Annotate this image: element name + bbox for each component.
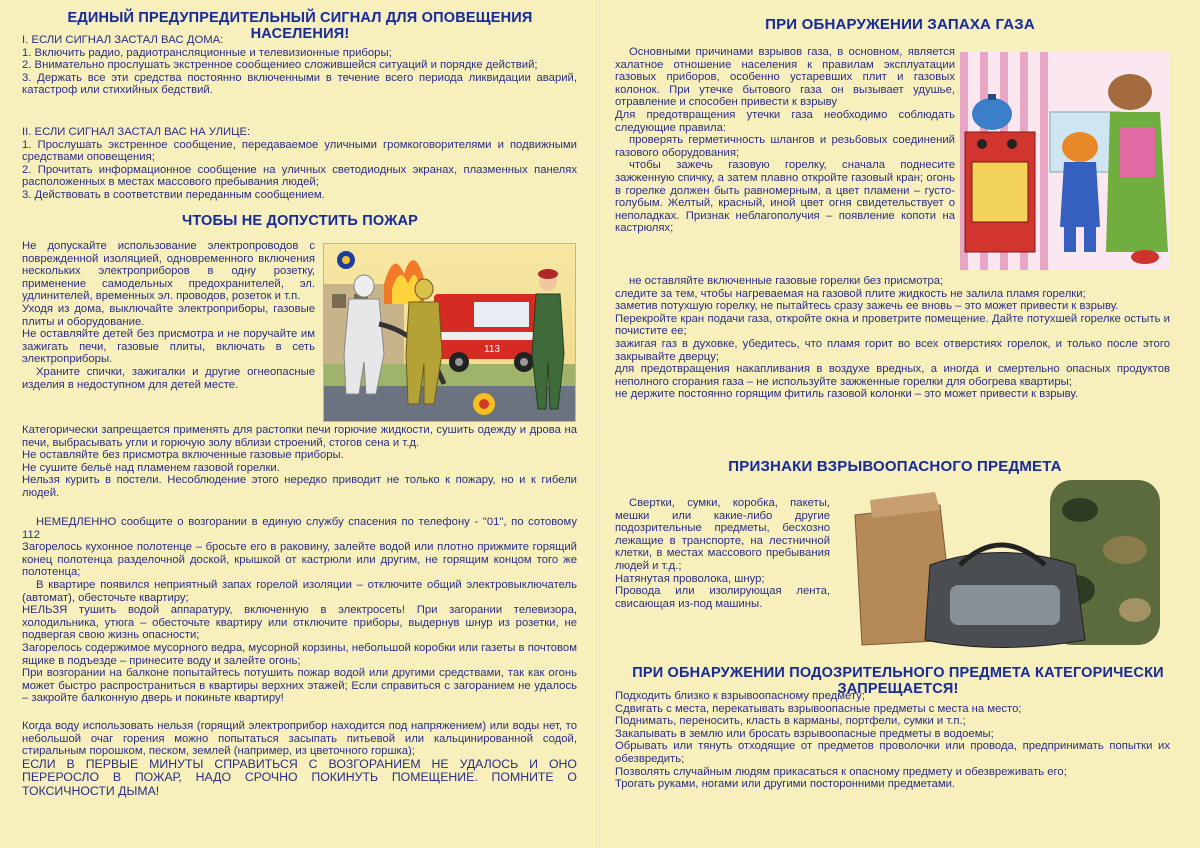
gas-rule: зажигая газ в духовке, убедитесь, что пламя горит во всех отверстиях горелок, и только после этого закрывайте дверцу; [615,337,1170,363]
home-item: 3. Держать все эти средства постоянно включенными в течение всего периода ликвидации аварий, катастроф или стихийных бедствий. [22,71,577,97]
street-heading: II. ЕСЛИ СИГНАЛ ЗАСТАЛ ВАС НА УЛИЦЕ: [22,126,251,138]
page-fold [596,0,600,848]
emergency-item: НЕЛЬЗЯ тушить водой аппаратуру, включенную в электросеть! При загорании телевизора, холодильника, утюга – обесточьте квартиру или отключите приборы, выдернув шнур из розетки, не подвергая свою жизнь опасности; [22,604,577,642]
emergency-item: Загорелось кухонное полотенце – бросьте его в раковину, залейте водой или плотно прижмите горящий конец полотенца разделочной доской, крышкой от кастрюли или другим, не горящим концом того же полотенца; [22,541,577,579]
fire-rule: Категорически запрещается применять для растопки печи горючие жидкости, сушить одежду и дрова на печи, выбрасывать угли и горючую золу вблизи строений, стогов сена и т.д. [22,424,577,449]
forbidden-list [615,690,1170,791]
forbidden-item: Сдвигать с места, перекатывать взрывоопасные предметы с места на место; [615,702,1022,715]
title-gas-smell: ПРИ ОБНАРУЖЕНИИ ЗАПАХА ГАЗА [765,16,1035,33]
fire-rule: Уходя из дома, выключайте электроприборы, газовые плиты и оборудование. [22,302,315,328]
fire-rule: Не допускайте использование электропроводов с поврежденной изоляцией, одновременного включения нескольких электроприборов в одну розетку, применение самодельных предохранителей, эл. удлинителей, временных эл. проводов, розеток и т.п. [22,240,315,303]
closing-text [22,720,577,798]
fire-rule: Не оставляйте без присмотра включенные газовые приборы. [22,449,344,462]
gas-stove-cartoon-illustration [960,52,1170,270]
emergency-item: НЕМЕДЛЕННО сообщите о возгорании в единую службу спасения по телефону - "01", по сотовому 112 [22,516,577,541]
closing-item: Когда воду использовать нельзя (горящий электроприбор находится под напряжением) или воды нет, то небольшой очаг горения можно попытаться засыпать питьевой или кальцинированной содой, стиральным порошком, песком, землей (например, из цветочного горшка); [22,720,577,758]
gas-rule: Перекройте кран подачи газа, откройте окна и проветрите помещение. Дайте потухшей горелке остыть и почистите ее; [615,312,1170,338]
forbidden-item: Трогать руками, ногами или другими посторонними предметами. [615,778,956,791]
explosive-sign: Провода или изолирующая лента, свисающая из-под машины. [615,585,830,610]
gas-rule: Основными причинами взрывов газа, в основном, является халатное отношение населения к правилам эксплуатации газовых приборов, особенно устаревших плит и газовых колонок. При утечке бытового газа он вызывает удушье, отравление и способен привести к взрыву [615,46,955,109]
street-item: 1. Прослушать экстренное сообщение, передаваемое уличными громкоговорителями и подвижными средствами оповещения; [22,138,577,164]
fire-rule: Храните спички, зажигалки и другие огнеопасные изделия в недоступном для детей месте. [22,365,315,391]
gas-rules-full [615,275,1170,401]
fire-rule: Не оставляйте детей без присмотра и не поручайте им зажигать печи, газовые плиты, включать в сеть электроприборы. [22,328,315,366]
street-item: 2. Прочитать информационное сообщение на уличных светодиодных экранах, плазменных панелях расположенных в местах массового пребывания людей; [22,163,577,189]
firefighters-illustration [323,243,576,422]
fire-rule: Нельзя курить в постели. Несоблюдение этого нередко приводит не только к пожару, но и к гибели людей. [22,474,577,499]
explosive-signs-list [615,497,830,610]
explosive-sign: Свертки, сумки, коробка, пакеты, мешки или какие-либо другие подозрительные предметы, бесхозно лежащие в транспорте, на лестничной клетки, в местах массового пребывания людей и т.д.; [615,497,830,572]
gas-rule: Для предотвращения утечки газа необходимо соблюдать следующие правила: [615,108,955,134]
gas-rule: для предотвращения накапливания в воздухе вредных, а иногда и смертельно опасных продуктов неполного сгорания газа – не используйте зажженные горелки для обогрева квартиры; [615,363,1170,388]
gas-rule: проверять герметичность шлангов и резьбовых соединений газового оборудования; [615,134,955,159]
emergency-item: В квартире появился неприятный запах горелой изоляции – отключите общий электровыключатель (автомат), обесточьте квартиру; [22,578,577,604]
gas-rule: следите за тем, чтобы нагреваемая на газовой плите жидкость не залила пламя горелки; [615,287,1086,300]
street-item: 3. Действовать в соответствии переданным сообщением. [22,188,325,201]
firefighters-scene-icon [324,244,575,421]
forbidden-item: Подходить близко к взрывоопасному предмету; [615,690,865,702]
forbidden-item: Поднимать, переносить, класть в карманы, портфели, сумки и т.п.; [615,715,966,728]
gas-rule: чтобы зажечь газовую горелку, сначала поднесите зажженную спичку, а затем плавно откройте газовый кран; огонь в горелке должен быть равномерным, а цвет пламени – густо-голубым. Желтый, красный, иной цвет огня свидетельствует о неполадках. Признак неблагополучия – появление копоти на кастрюлях; [615,159,955,235]
bags-icon [850,470,1170,655]
truck-number: 113 [484,344,500,355]
fox-stove-cartoon-icon [960,52,1170,270]
emergency-item: Загорелось содержимое мусорного ведра, мусорной корзины, небольшой коробки или газеты в почтовом ящике в подъезде – принесите воду и залейте огонь; [22,641,577,667]
gas-rule: не держите постоянно горящим фитиль газовой колонки – это может привести к взрыву. [615,388,1079,401]
title-forbidden: ПРИ ОБНАРУЖЕНИИ ПОДОЗРИТЕЛЬНОГО ПРЕДМЕТА КАТЕГОРИЧЕСКИ ЗАПРЕЩАЕТСЯ! [632,665,1164,697]
gas-rule: заметив потухшую горелку, не пытайтесь сразу зажечь ее вновь – это может привести к взрыву. [615,300,1119,313]
forbidden-item: Закапывать в землю или бросать взрывоопасные предметы в водоемы; [615,727,994,740]
title-warning-signal: ЕДИНЫЙ ПРЕДУПРЕДИТЕЛЬНЫЙ СИГНАЛ ДЛЯ ОПОВЕЩЕНИЯ НАСЕЛЕНИЯ! [67,10,533,42]
home-heading: I. ЕСЛИ СИГНАЛ ЗАСТАЛ ВАС ДОМА: [22,34,224,46]
gas-side-text [615,46,955,235]
section-street [22,126,577,202]
forbidden-item: Обрывать или тянуть отходящие от предметов проволочки или провода, предпринимать попытки их обезвредить; [615,740,1170,765]
emergency-item: При возгорании на балконе попытайтесь потушить пожар водой или другими средствами, так как огонь может быстро распространиться в квартиры верхних этажей; Если справиться с загоранием не удалось – закройте балконную дверь и покиньте квартиру! [22,667,577,705]
fire-rule: Не сушите бельё над пламенем газовой горелки. [22,461,280,474]
emergency-actions [22,516,577,705]
title-explosive-signs: ПРИЗНАКИ ВЗРЫВООПАСНОГО ПРЕДМЕТА [728,458,1062,475]
fire-rules-full [22,424,577,500]
forbidden-item: Позволять случайным людям прикасаться к опасному предмету и обезвреживать его; [615,765,1067,778]
explosive-sign: Натянутая проволока, шнур; [615,572,765,585]
title-prevent-fire: ЧТОБЫ НЕ ДОПУСТИТЬ ПОЖАР [181,213,419,229]
fire-side-text [22,240,315,391]
gas-rule: не оставляйте включенные газовые горелки без присмотра; [629,275,944,287]
home-item: 2. Внимательно прослушать экстренное сообщениео сложившейся ситуаций и порядке действий; [22,59,538,72]
suspicious-bags-illustration [850,470,1170,655]
section-home [22,34,577,97]
home-item: 1. Включить радио, радиотрансляционные и телевизионные приборы; [22,46,392,59]
closing-warning: ЕСЛИ В ПЕРВЫЕ МИНУТЫ СПРАВИТЬСЯ С ВОЗГОРАНИЕМ НЕ УДАЛОСЬ И ОНО ПЕРЕРОСЛО В ПОЖАР, НАДО СРОЧНО ПОКИНУТЬ ПОМЕЩЕНИЕ. ПОМНИТЕ О ТОКСИЧНОСТИ ДЫМА! [22,756,577,798]
